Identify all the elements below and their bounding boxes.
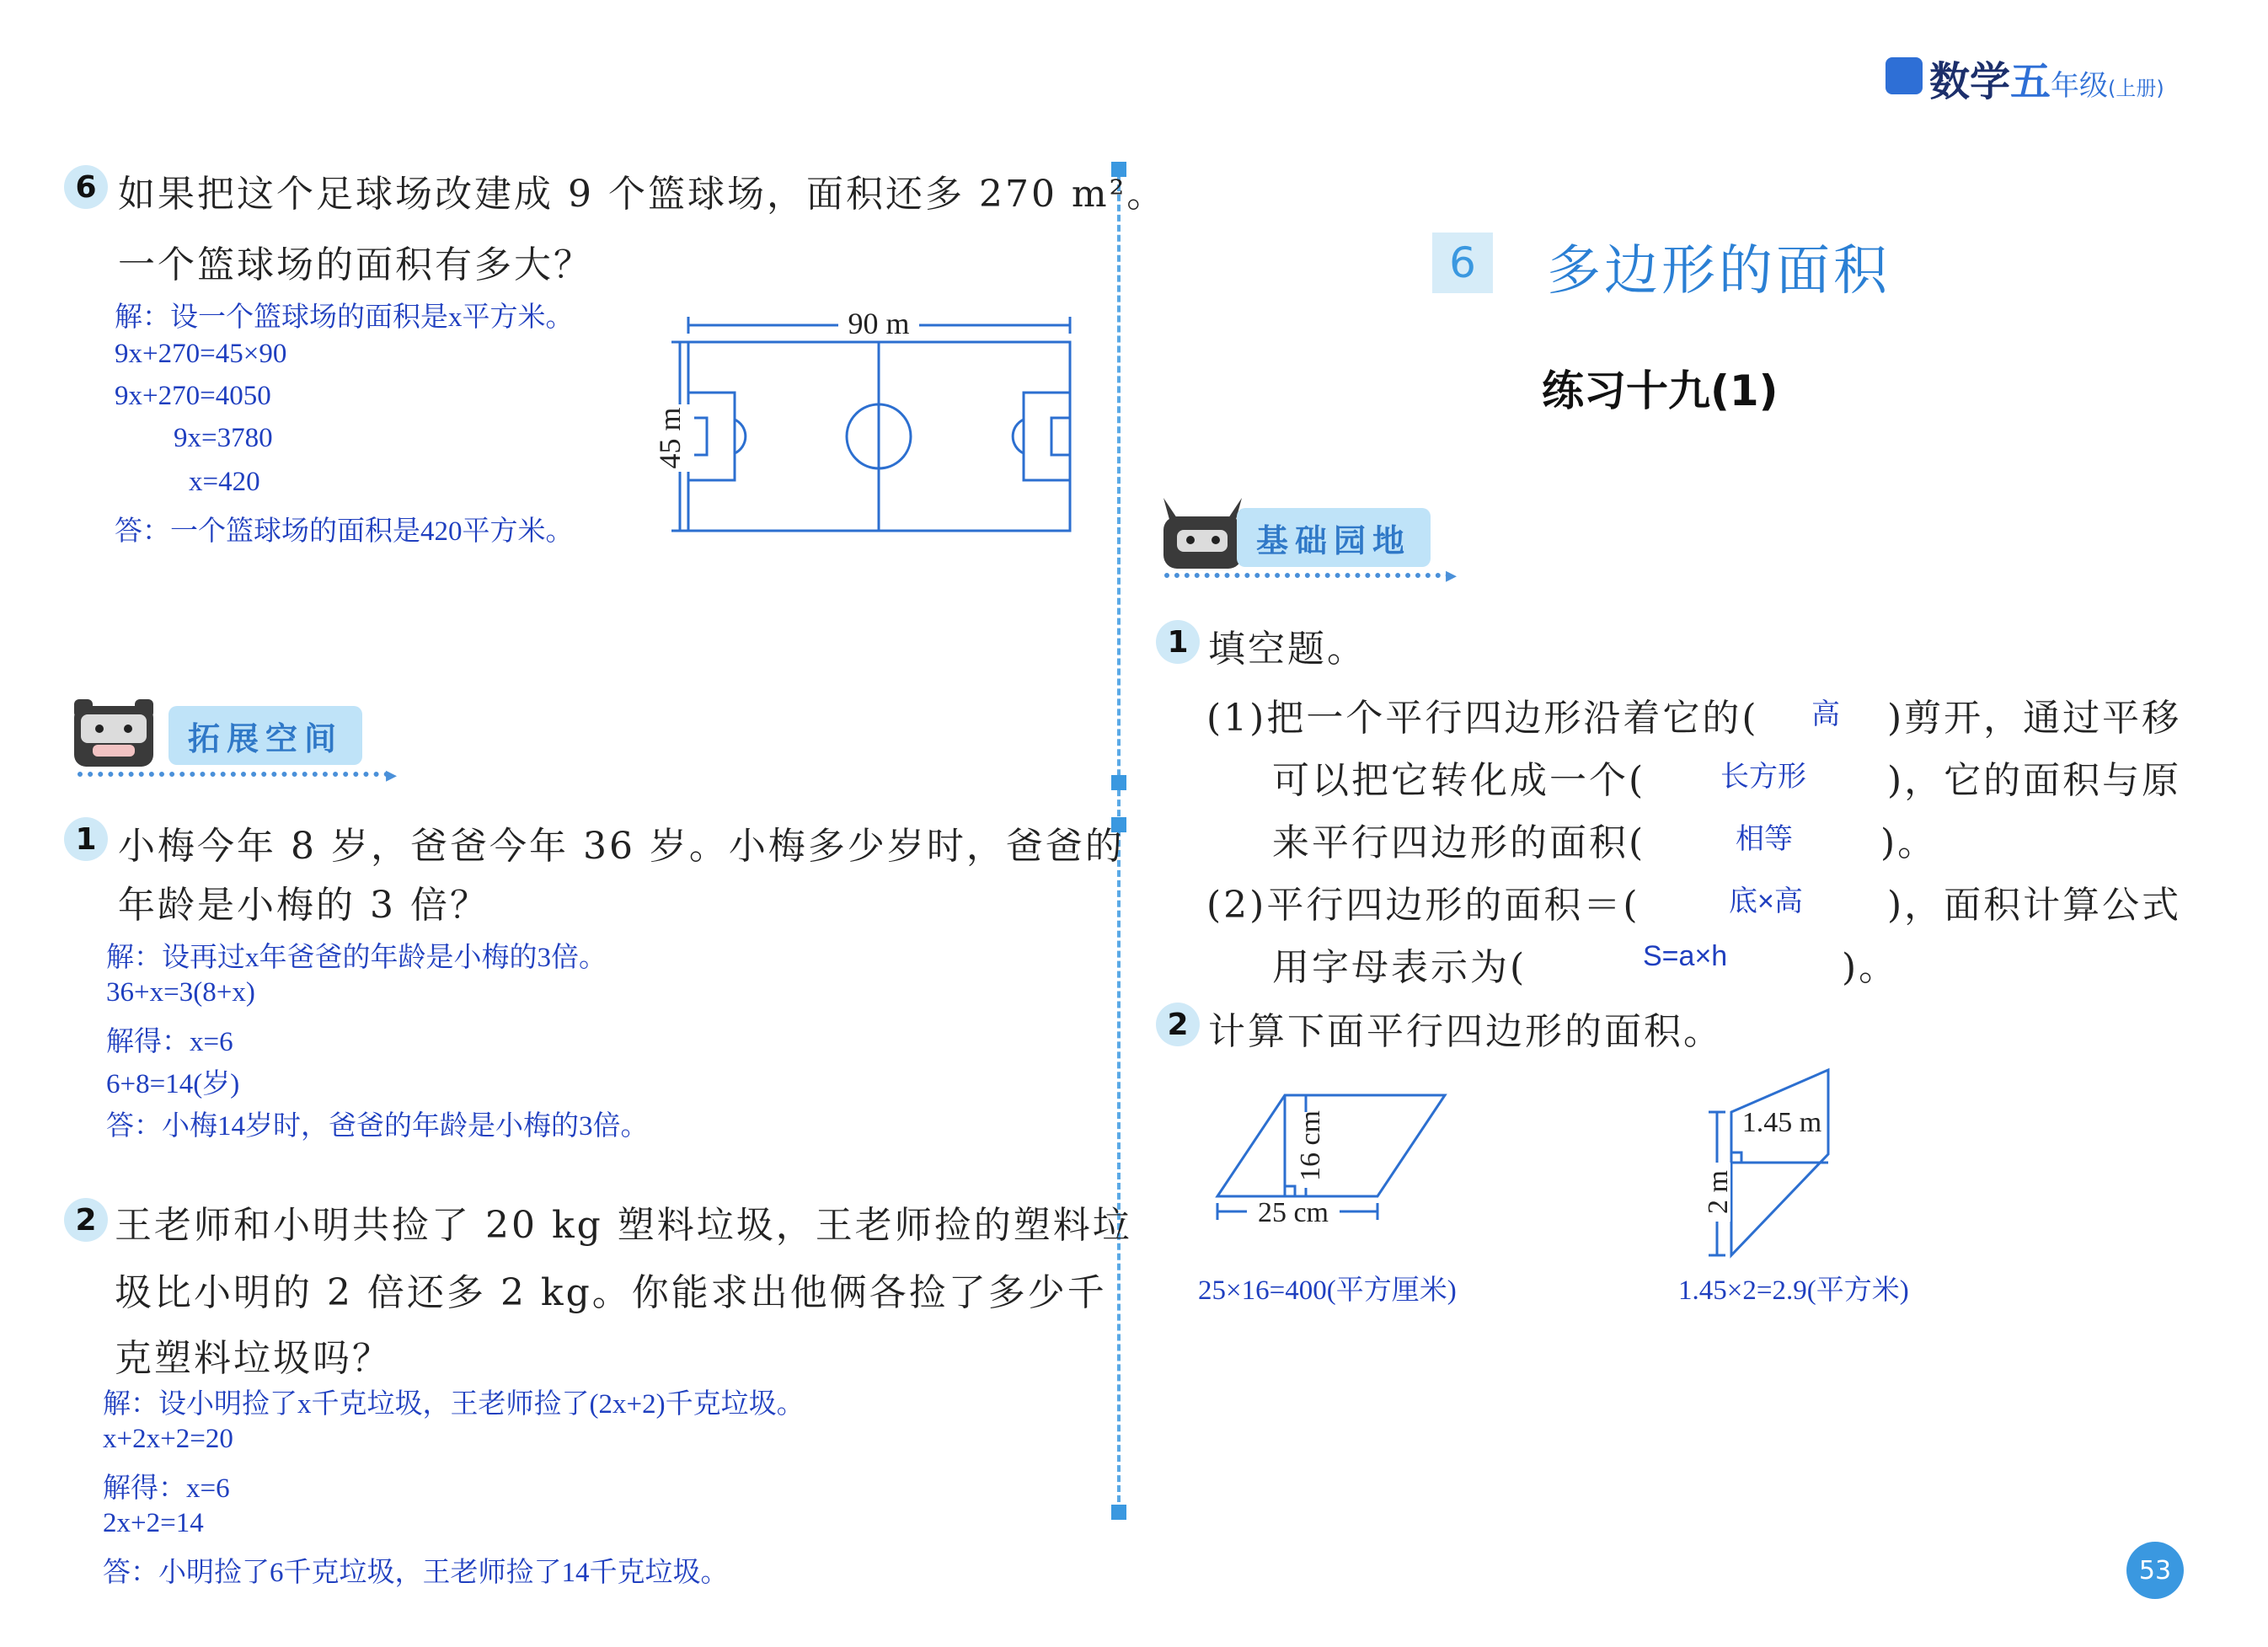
- field-width-label: 90 m: [848, 307, 910, 340]
- question-text: 圾比小明的 2 倍还多 2 kg。你能求出他俩各捡了多少千: [115, 1271, 1107, 1314]
- question-number-badge: 1: [64, 817, 108, 861]
- question-text: )。: [1842, 946, 1899, 989]
- answer-line: 9x=3780: [174, 423, 273, 453]
- answer-line: 解：设小明捡了x千克垃圾，王老师捡了(2x+2)千克垃圾。: [103, 1389, 805, 1420]
- question-title: 填空题。: [1208, 628, 1367, 671]
- question-text: 一个篮球场的面积有多大？: [118, 243, 593, 286]
- question-text: )剪开，通过平移: [1887, 697, 2182, 740]
- section-title: 拓展空间: [168, 706, 362, 765]
- field-height-label: 45 m: [653, 407, 687, 469]
- fill-answer: 长方形: [1720, 761, 1806, 793]
- grade-suffix: 年级: [2051, 69, 2109, 103]
- answer-line: 6+8=14(岁): [106, 1069, 240, 1099]
- question-text: (2)平行四边形的面积＝(: [1206, 884, 1640, 927]
- lesson-title: 练习十九(1): [1542, 366, 1779, 415]
- fill-answer: 相等: [1736, 823, 1793, 855]
- figure-answer: 25×16=400(平方厘米): [1198, 1275, 1457, 1306]
- question-text: 年龄是小梅的 3 倍？: [118, 884, 489, 927]
- figure-answer: 1.45×2=2.9(平方米): [1678, 1275, 1909, 1306]
- animal-mascot-icon: [67, 691, 160, 771]
- fill-answer: S=a×h: [1643, 940, 1728, 972]
- fill-answer: 底×高: [1729, 885, 1803, 917]
- question-number-badge: 6: [64, 165, 108, 209]
- soccer-field-diagram: [653, 303, 1083, 548]
- answer-line: 答：小梅14岁时，爸爸的年龄是小梅的3倍。: [106, 1111, 649, 1142]
- answer-line: 解：设再过x年爸爸的年龄是小梅的3倍。: [106, 943, 607, 973]
- question-text: 可以把它转化成一个(: [1272, 759, 1646, 802]
- answer-line: x=420: [189, 467, 260, 497]
- question-number-badge: 2: [1156, 1003, 1200, 1046]
- unit-title: 多边形的面积: [1547, 240, 1891, 302]
- answer-line: 答：一个篮球场的面积是420平方米。: [115, 516, 574, 547]
- arrow-icon: ▸: [1446, 563, 1458, 588]
- question-text: 用字母表示为(: [1272, 946, 1527, 989]
- question-text: 克塑料垃圾吗？: [115, 1337, 392, 1380]
- figure-height-label: 1.45 m: [1741, 1107, 1822, 1138]
- question-text: )，面积计算公式: [1887, 884, 2182, 927]
- brand-name: 数学: [1929, 58, 2011, 105]
- answer-line: x+2x+2=20: [103, 1424, 233, 1454]
- question-text: 如果把这个足球场改建成 9 个篮球场，面积还多 270 m²。: [118, 173, 1167, 216]
- question-number-badge: 1: [1156, 620, 1200, 664]
- question-title: 计算下面平行四边形的面积。: [1208, 1010, 1723, 1053]
- figure-height-label: 16 cm: [1295, 1110, 1326, 1182]
- question-text: 来平行四边形的面积(: [1272, 821, 1646, 864]
- section-title: 基础园地: [1237, 508, 1431, 567]
- question-text: (1)把一个平行四边形沿着它的(: [1206, 697, 1759, 740]
- answer-line: 解：设一个篮球场的面积是x平方米。: [115, 302, 574, 333]
- question-text: 王老师和小明共捡了 20 kg 塑料垃圾，王老师捡的塑料垃: [115, 1204, 1132, 1247]
- answer-line: 解得：x=6: [103, 1473, 230, 1504]
- answer-line: 解得：x=6: [106, 1027, 233, 1057]
- answer-line: 9x+270=4050: [115, 381, 271, 411]
- answer-line: 9x+270=45×90: [115, 339, 287, 369]
- grade: 五: [2010, 58, 2051, 105]
- brand-logo-icon: [1886, 57, 1923, 94]
- animal-mascot-icon: [1158, 493, 1247, 573]
- section-underline: [1164, 573, 1451, 578]
- header-brand: [1929, 49, 2164, 107]
- fill-answer: 高: [1811, 698, 1840, 730]
- figure-base-label: 25 cm: [1257, 1197, 1329, 1228]
- parallelogram-figure-1: [1205, 1078, 1474, 1238]
- divider-marker: [1111, 1505, 1126, 1520]
- section-underline: [78, 772, 389, 777]
- volume: (上册): [2108, 77, 2164, 100]
- page-number: 53: [2126, 1542, 2184, 1599]
- question-text: 小梅今年 8 岁，爸爸今年 36 岁。小梅多少岁时，爸爸的: [118, 825, 1125, 868]
- unit-number: 6: [1432, 233, 1493, 293]
- parallelogram-figure-2: [1693, 1061, 1862, 1264]
- figure-base-label: 2 m: [1703, 1170, 1734, 1214]
- answer-line: 36+x=3(8+x): [106, 977, 255, 1008]
- answer-line: 答：小明捡了6千克垃圾，王老师捡了14千克垃圾。: [103, 1558, 729, 1588]
- divider-marker: [1111, 775, 1126, 790]
- question-text: )。: [1880, 821, 1938, 864]
- question-text: )，它的面积与原: [1887, 759, 2182, 802]
- answer-line: 2x+2=14: [103, 1508, 204, 1538]
- question-number-badge: 2: [64, 1198, 108, 1242]
- arrow-icon: ▸: [386, 762, 398, 788]
